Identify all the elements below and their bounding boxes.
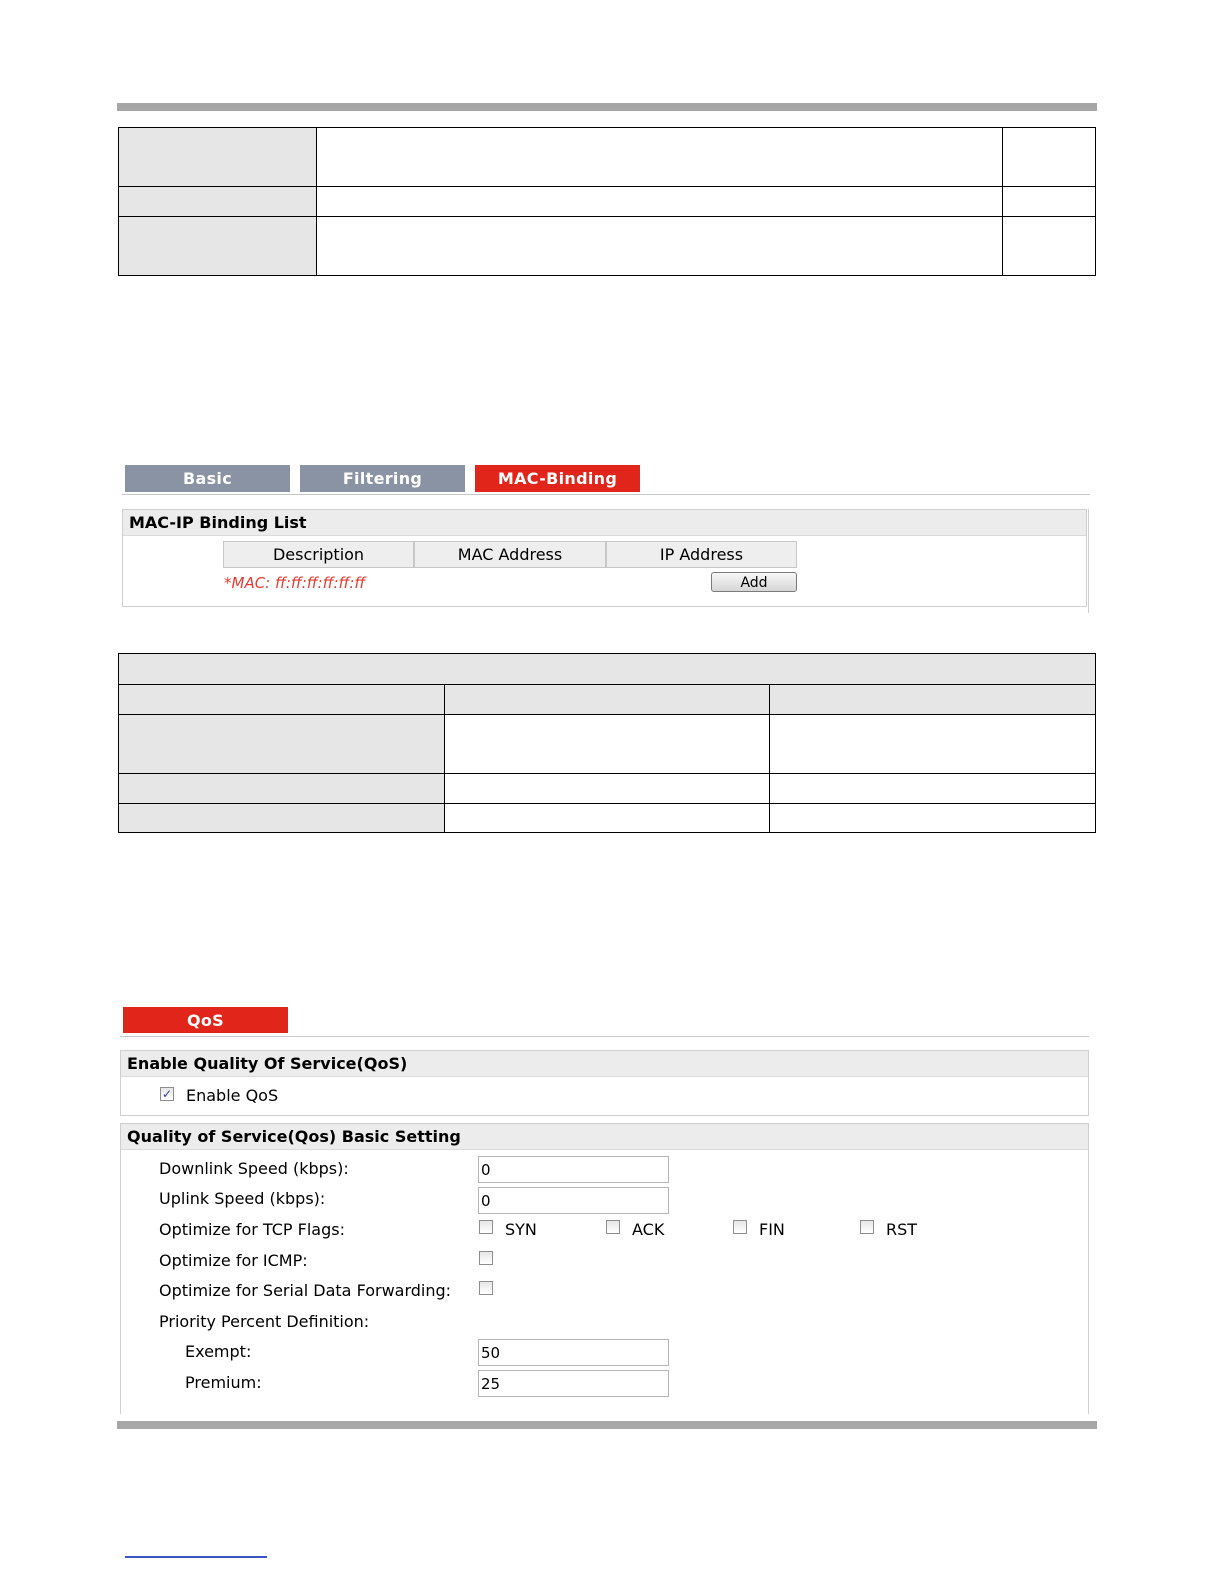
fin-checkbox[interactable]	[733, 1220, 747, 1234]
panel-title: Quality of Service(Qos) Basic Setting	[121, 1124, 1088, 1150]
ack-checkbox[interactable]	[606, 1220, 620, 1234]
tab-underline	[122, 494, 1090, 495]
table-row	[119, 774, 1096, 804]
table-row	[119, 804, 1096, 833]
exempt-input[interactable]: 50	[478, 1339, 669, 1366]
tab-qos[interactable]: QoS	[123, 1007, 288, 1033]
table-row	[119, 654, 1096, 685]
serial-label: Optimize for Serial Data Forwarding:	[159, 1281, 452, 1300]
tab-mac-binding[interactable]: MAC-Binding	[475, 465, 640, 492]
downlink-input[interactable]: 0	[478, 1156, 669, 1183]
panel-title: MAC-IP Binding List	[123, 510, 1086, 536]
serial-checkbox[interactable]	[479, 1281, 493, 1295]
doc-table-1	[118, 127, 1096, 276]
table-row	[119, 685, 1096, 715]
panel-edge	[1088, 509, 1089, 613]
premium-label: Premium:	[185, 1373, 262, 1392]
enable-qos-label: Enable QoS	[186, 1086, 279, 1105]
enable-qos-checkbox[interactable]: ✓	[161, 1087, 173, 1101]
tab-basic[interactable]: Basic	[125, 465, 290, 492]
mac-format-hint: *MAC: ff:ff:ff:ff:ff:ff	[224, 574, 366, 592]
column-description: Description	[223, 541, 414, 568]
priority-label: Priority Percent Definition:	[159, 1312, 370, 1331]
footer-rule	[117, 1421, 1097, 1429]
icmp-label: Optimize for ICMP:	[159, 1251, 308, 1270]
panel-title: Enable Quality Of Service(QoS)	[121, 1051, 1088, 1077]
downlink-label: Downlink Speed (kbps):	[159, 1159, 349, 1178]
premium-input[interactable]: 25	[478, 1370, 669, 1397]
table-row	[119, 187, 1096, 217]
uplink-input[interactable]: 0	[478, 1187, 669, 1214]
syn-checkbox[interactable]	[479, 1220, 493, 1234]
uplink-label: Uplink Speed (kbps):	[159, 1189, 326, 1208]
icmp-checkbox[interactable]	[479, 1251, 493, 1265]
rst-label: RST	[886, 1220, 918, 1239]
fin-label: FIN	[759, 1220, 785, 1239]
table-row	[119, 715, 1096, 774]
header-rule	[117, 103, 1097, 111]
tab-filtering[interactable]: Filtering	[300, 465, 465, 492]
doc-table-2	[118, 653, 1096, 833]
ack-label: ACK	[632, 1220, 665, 1239]
tcp-flags-label: Optimize for TCP Flags:	[159, 1220, 345, 1239]
syn-label: SYN	[505, 1220, 537, 1239]
exempt-label: Exempt:	[185, 1342, 252, 1361]
column-ip-address: IP Address	[606, 541, 797, 568]
table-row	[119, 128, 1096, 187]
add-button[interactable]: Add	[711, 572, 797, 592]
tab-underline	[120, 1036, 1089, 1037]
rst-checkbox[interactable]	[860, 1220, 874, 1234]
table-row	[119, 217, 1096, 276]
enable-qos-panel	[120, 1050, 1089, 1116]
footer-link-underline	[125, 1556, 267, 1558]
column-mac-address: MAC Address	[414, 541, 606, 568]
